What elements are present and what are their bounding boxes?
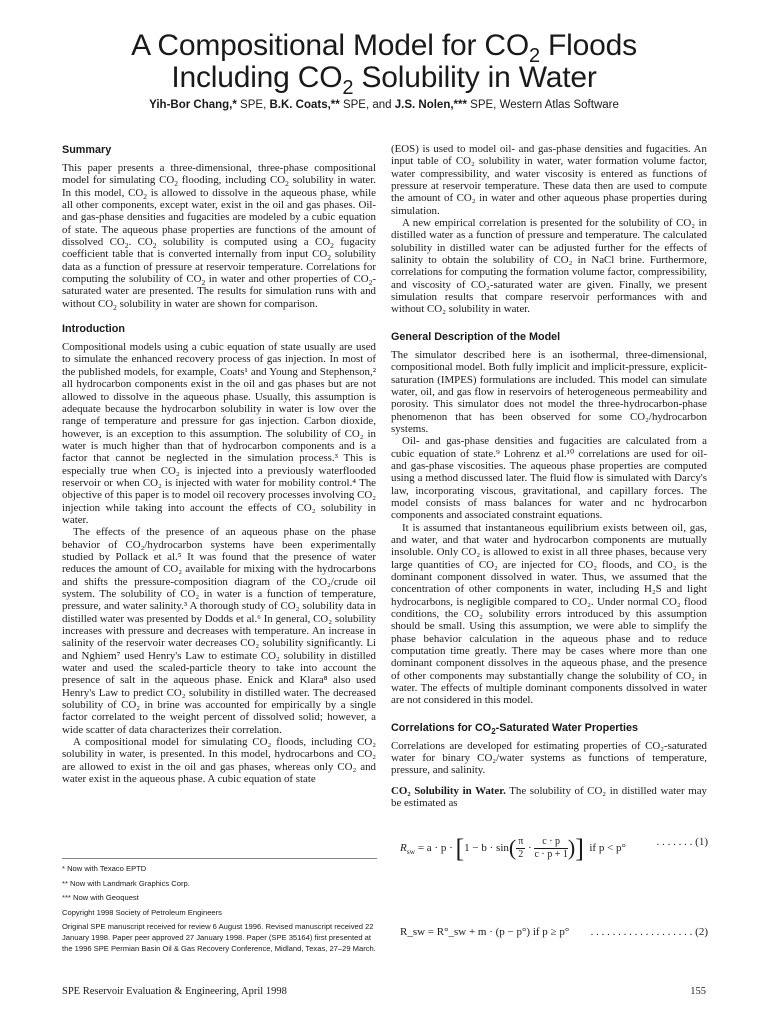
- summary-heading: Summary: [62, 144, 112, 156]
- left-column: [62, 143, 376, 786]
- intro-continued-paragraph: (EOS) is used to model oil- and gas-phase densities and fugacities. An input table of CO₂ solubility in water, water formation volume factor, water compressibility, and water viscosity is entered as functions of pressure at reservoir temperature. These data then are used to compute the amount of CO₂ in water and other aqueous phase properties during simulation.: [391, 143, 707, 217]
- copyright-note: Copyright 1998 Society of Petroleum Engineers: [62, 907, 222, 917]
- manuscript-note: Original SPE manuscript received for review 6 August 1996. Revised manuscript received 22 January 1998. Paper peer approved 27 January 1998. Paper (SPE 35164) first presented at the 1996 SPE Permian Basin Oil & Gas Recovery Conference, Midland, Texas, 27–29 March.: [62, 922, 376, 953]
- author-line: Yih-Bor Chang,* SPE, B.K. Coats,** SPE, and J.S. Nolen,*** SPE, Western Atlas Software: [149, 99, 619, 111]
- footnote-1: * Now with Texaco EPTD: [62, 864, 147, 873]
- equation-2-number: . . . . . . . . . . . . . . . . . . . (2): [590, 926, 708, 938]
- author-chang: Yih-Bor Chang,*: [149, 99, 237, 111]
- intro-paragraph-3: A compositional model for simulating CO₂ floods, including CO₂ solubility in water, is presented. In this model, hydrocarbons and CO₂ are allowed to exist in the oil and gas phases, whereas only CO₂ and water exist in the aqueous phase. A cubic equation of state: [62, 736, 376, 786]
- page-number: 155: [690, 986, 706, 997]
- general-paragraph-2: Oil- and gas-phase densities and fugacities are calculated from a cubic equation of state.⁹ Lohrenz et al.¹⁰ correlations are used for oil- and gas-phase viscosities. The aqueous phase properties are computed using a method discussed later. The fluid flow is simulated with Darcy's law, incorporating viscous, gravitational, and capillary forces. The model consists of mass balances for water and nc hydrocarbon components and associated constraint equations.: [391, 435, 707, 522]
- general-paragraph-3: It is assumed that instantaneous equilibrium exists between oil, gas, and water, and that water and hydrocarbon components are mutually insoluble. Only CO₂ is allowed to exist in all three phases, because very large quantities of CO₂ are injected for CO₂ floods, and CO₂ is the dominant component dissolved in water. Thus, we assumed that the concentration of other components in water, including H₂S and light hydrocarbons, is negligible compared to CO₂. Under normal CO₂ flood conditions, the CO₂ solubility errors introduced by this assumption should be small. Using this assumption, we were able to simplify the phase behavior calculation in the aqueous phase and to reduce computation time greatly. There may be cases where more than one dominant component dissolves in the aqueous phase, and the presence of other components may substantially change the solubility of CO₂ in water. The effects of multiple dominant components dissolved in water are not considered in this model.: [391, 521, 707, 707]
- title-line-2: Including $CO_2$ Solubility in Water: [171, 61, 597, 99]
- footnotes: [62, 862, 377, 958]
- intro-paragraph-1: Compositional models using a cubic equation of state usually are used to simulate the enhanced recovery process of gas injection. In most of the published models, for example, Coats¹ and Young and Stephenson,² all hydrocarbon components exist in the oil and gas phases but are not allowed to dissolve in the aqueous phase. Usually, this assumption is adequate because the hydrocarbon solubility in water is low over the range of temperature and pressure for gas injection. Carbon dioxide, however, is an exception to this assumption. The solubility of CO₂ in water is much higher than that of hydrocarbon components and is a factor that cannot be neglected in the simulation process.³ This is especially true when CO₂ is injected into a previously waterflooded reservoir or when CO₂ is injected with water for mobility control.⁴ The objective of this paper is to model oil recovery processes involving CO₂ injection while taking into account the effects of CO₂ solubility in water.: [62, 341, 376, 526]
- correlations-heading: Correlations for $CO_2$-Saturated Water Properties: [391, 721, 639, 736]
- introduction-heading: Introduction: [62, 323, 125, 336]
- general-description-heading: General Description of the Model: [391, 330, 561, 343]
- footnote-3: *** Now with Geoquest: [62, 893, 139, 902]
- equation-1-number: . . . . . . . (1): [656, 836, 708, 848]
- right-column: [391, 143, 707, 810]
- equation-2: R_sw = R°_sw + m · (p − p°) if p ≥ p° . . . . . . . . . . . . . . . . . . . (2): [400, 926, 708, 938]
- paper-title: [0, 29, 768, 99]
- summary-paragraph: This paper presents a three-dimensional, three-phase compositional model for simulating $CO_2$ flooding, including $CO_2$ solubility in water. In this model, $CO_2$ is allowed to dissolve in the aqueous phase, while all other components, except water, exist in the oil and gas phases. Oil- and gas-phase densities and fugacities are modeled by a cubic equation of state. The aqueous phase properties are functions of the amount of dissolved $CO_2$. $CO_2$ solubility is computed using a $CO_2$ fugacity coefficient table that is converted internally from input $CO_2$ solubility data as a function of pressure at reservoir temperature. Correlations for computing the solubility of $CO_2$ in water and other properties of $CO_2$-saturated water are presented. The results for simulation runs with and without $CO_2$ solubility in water are shown for comparison.: [62, 162, 376, 312]
- equation-1: $R_{sw} = a \cdot p \cdot [1 - b \cdot \sin$( $\frac{\pi}{2}$ · $\frac{c \cdot p}{c \cdot p + 1}$ )] if p < p° . . . . . . . (1): [400, 834, 708, 864]
- correlations-paragraph: Correlations are developed for estimating properties of CO₂-saturated water for binary CO₂/water systems as functions of temperature, pressure, and salinity.: [391, 739, 707, 777]
- footnote-2: ** Now with Landmark Graphics Corp.: [62, 878, 190, 888]
- author-coats: B.K. Coats,**: [269, 99, 340, 111]
- solubility-paragraph: CO₂ Solubility in Water. The solubility of CO₂ in distilled water may be estimated as: [391, 784, 707, 810]
- title-line-1: A Compositional Model for $CO_2$ Floods: [131, 29, 637, 67]
- general-paragraph-1: The simulator described here is an isothermal, three-dimensional, compositional model. Both fully implicit and implicit-pressure, explicit-saturation (IMPES) formulations are included. This model can simulate water, oil, and gas flow in reservoirs of heterogeneous permeability and porosity. This simulator does not model the three-hydrocarbon-phase phenomenon that has been observed for some CO₂/hydrocarbon systems.: [391, 348, 707, 435]
- author-nolen: J.S. Nolen,***: [394, 99, 467, 111]
- intro-paragraph-2: The effects of the presence of an aqueous phase on the phase behavior of CO₂/hydrocarbon systems have been experimentally studied by Pollack et al.⁵ It was found that the presence of water reduces the amount of CO₂ available for mixing with the hydrocarbons and shifts the pressure-composition diagram of the CO₂/crude oil system. The solubility of CO₂ in water is a function of temperature, pressure, and water salinity.³ A thorough study of CO₂ solubility data in distilled water was presented by Dodds et al.⁶ In general, CO₂ solubility increases with pressure and decreases with temperature. An increase in salinity of the reservoir water decreases CO₂ solubility significantly. Li and Nghiem⁷ used Henry's Law to estimate CO₂ solubility in distilled water and used the scaled-particle theory to take into account the presence of salt in the aqueous phase. Enick and Klara⁸ also used Henry's Law to predict CO₂ solubility in distilled water. The decreased solubility of CO₂ in brine was accounted for empirically by a single factor correlated to the weight percent of dissolved solid; however, a wide scatter of data characterizes their correlation.: [62, 526, 376, 736]
- correlation-intro-paragraph: A new empirical correlation is presented for the solubility of CO₂ in distilled water as a function of pressure and temperature. The calculated solubility in distilled water can be adjusted further for the effects of salinity to obtain the solubility of CO₂ in NaCl brine. Furthermore, correlations for computing the formation volume factor, compressibility, and viscosity of CO₂-saturated water are given. Finally, we present simulation results that compare reservoir performances with and without CO₂ solubility in water.: [391, 217, 707, 316]
- solubility-subheading: CO₂ Solubility in Water.: [391, 784, 506, 797]
- journal-footer: SPE Reservoir Evaluation & Engineering, April 1998: [62, 986, 287, 997]
